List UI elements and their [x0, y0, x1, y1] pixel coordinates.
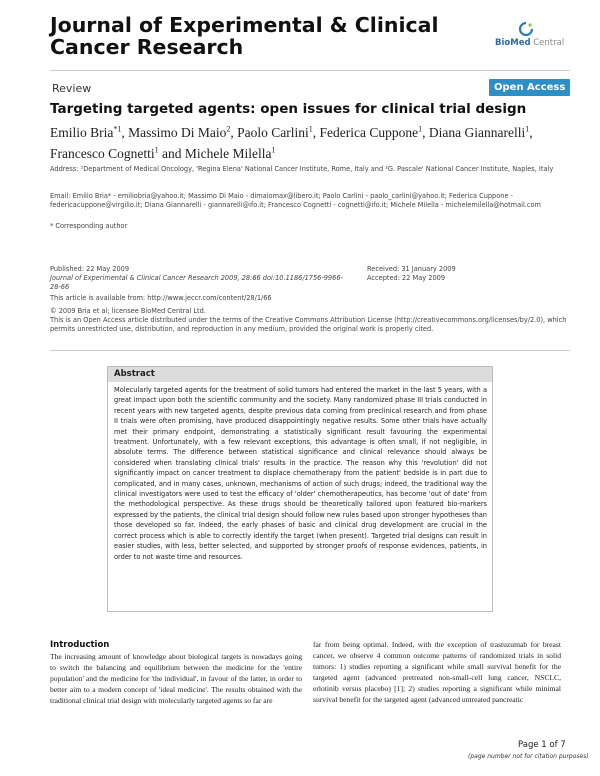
corresponding-author-note: * Corresponding author: [50, 222, 128, 230]
page-number-note: (page number not for citation purposes): [468, 753, 589, 760]
author: Michele Milella$^1$: [184, 145, 276, 161]
author: Emilio Bria$^{*1}$,: [50, 124, 129, 140]
open-access-badge: Open Access: [489, 79, 570, 96]
copyright-block: [50, 307, 570, 334]
license-text: This is an Open Access article distributed under the terms of the Creative Commons Attribution License (http://creativecommons.org/licenses/by/2.0), which permits unrestricted use, distribution, and reproduction in any medium, provided the original work is properly cited.: [50, 316, 567, 333]
abstract-heading: Abstract: [114, 369, 155, 379]
received-date: Received: 31 January 2009: [367, 265, 456, 273]
biomed-central-logo: [495, 22, 565, 56]
page-number: Page 1 of 7: [518, 740, 566, 750]
affiliations: Address: ¹Department of Medical Oncology, 'Regina Elena' National Cancer Institute, Rome, Italy and ²G. Pascale' National Cancer Institute, Naples, Italy: [50, 165, 554, 173]
header-divider: [50, 70, 570, 71]
abstract-text: Molecularly targeted agents for the treatment of solid tumors had entered the market in the last 5 years, with a great impact upon both the scientific community and the society. Many randomized phase III trials conducted in recent years with new targeted agents, despite previous data coming from preclinical research and from phase II trials were often promising, have produced disappointingly negative results. Some other trials have actually met their primary endpoint, demonstrating a statistically significant result favouring the experimental treatment. Unfortunately, with a few relevant exceptions, this advantage is often small, if not negligible, in absolute terms. The difference between statistical significance and clinical relevance should always be considered when translating clinical trials' results in the practice. The reason why this 'revolution' did not significantly impact on cancer treatment to displace chemotherapy from the patient' bedside is in part due to complicated, and in many cases, unknown, mechanisms of action of such drugs; indeed, the traditional way the clinical investigators were used to test the efficacy of 'older' chemotherapeutics, has become 'out of date' from the methodological perspective. As these drugs should be theoretically tailored upon featured bio-markers expressed by the patients, the clinical trial design should follow new rules based upon stronger hypotheses than those developed so far. Indeed, the early phases of basic and clinical drug development are crucial in the correct process which is able to correctly identify the target (when present). Targeted trial designs can result in easier studies, with less, better selected, and supported by stronger proofs of response evidences, patients, in order to not waste time and resources.: [114, 386, 487, 561]
abstract-box: [107, 366, 493, 612]
received-accepted-dates: [367, 265, 567, 283]
author: Francesco Cognetti$^1$ and: [50, 145, 185, 161]
abstract-header: [108, 367, 492, 382]
journal-title: Journal of Experimental & Clinical Cancer Research: [50, 13, 439, 59]
accepted-date: Accepted: 22 May 2009: [367, 274, 446, 282]
logo-swirl-icon: [519, 22, 533, 38]
copyright-line: © 2009 Bria et al; licensee BioMed Central Ltd.: [50, 307, 206, 315]
logo-text-bio: BioMed: [495, 38, 531, 48]
citation: Journal of Experimental & Clinical Cancer Research 2009, 28:66 doi:10.1186/1756-9966-28-66: [50, 274, 343, 291]
logo-text-central: Central: [530, 38, 565, 48]
author: Massimo Di Maio$^2$,: [128, 124, 238, 140]
section-type: Review: [52, 82, 92, 95]
publication-info: [50, 265, 350, 292]
author-emails: Email: Emilio Bria* - emiliobria@yahoo.it; Massimo Di Maio - dimaiomax@libero.it; Paolo Carlini - paolo_carlini@yahoo.it; Federica Cuppone - federicacuppone@virgilio.it; Diana Giannarelli - giannarelli@ifo.it; Francesco Cognetti - cognetti@ifo.it; Michele Milella - michelemilella@hotmail.com: [50, 192, 541, 209]
article-title: Targeting targeted agents: open issues for clinical trial design: [50, 101, 527, 117]
published-date: Published: 22 May 2009: [50, 265, 130, 273]
introduction-heading: Introduction: [50, 640, 110, 650]
body-text-right-column: far from being optimal. Indeed, with the exception of trastuzumab for breast cancer, we observe 4 common outcome patterns of randomized trials in solid tumors: 1) studies reporting a significant while small survival benefit for the targeted agent (advanced pretreated non-small-cell lung cancer, NSCLC, erlotinib versus placebo) [1]; 2) studies reporting a significant while minimal survival benefit for the targeted agent (advanced untreated pancreatic: [313, 640, 561, 704]
article-availability: This article is available from: http://www.jeccr.com/content/28/1/66: [50, 294, 272, 302]
meta-divider: [50, 350, 570, 351]
body-text-left-column: The increasing amount of knowledge about biological targets is nowadays going to switch the balancing and equilibrium between the medicine for the 'entire population' and the medicine for 'the individual', in favour of the latter, in order to better aim to a modern concept of 'ideal medicine'. The results obtained with the traditional clinical trial design with molecularly targeted agents so far are: [50, 652, 302, 705]
author: Paolo Carlini$^1$,: [237, 124, 320, 140]
author: Federica Cuppone$^1$,: [319, 124, 429, 140]
author-list: [50, 120, 560, 163]
author: Diana Giannarelli$^1$,: [428, 124, 533, 140]
